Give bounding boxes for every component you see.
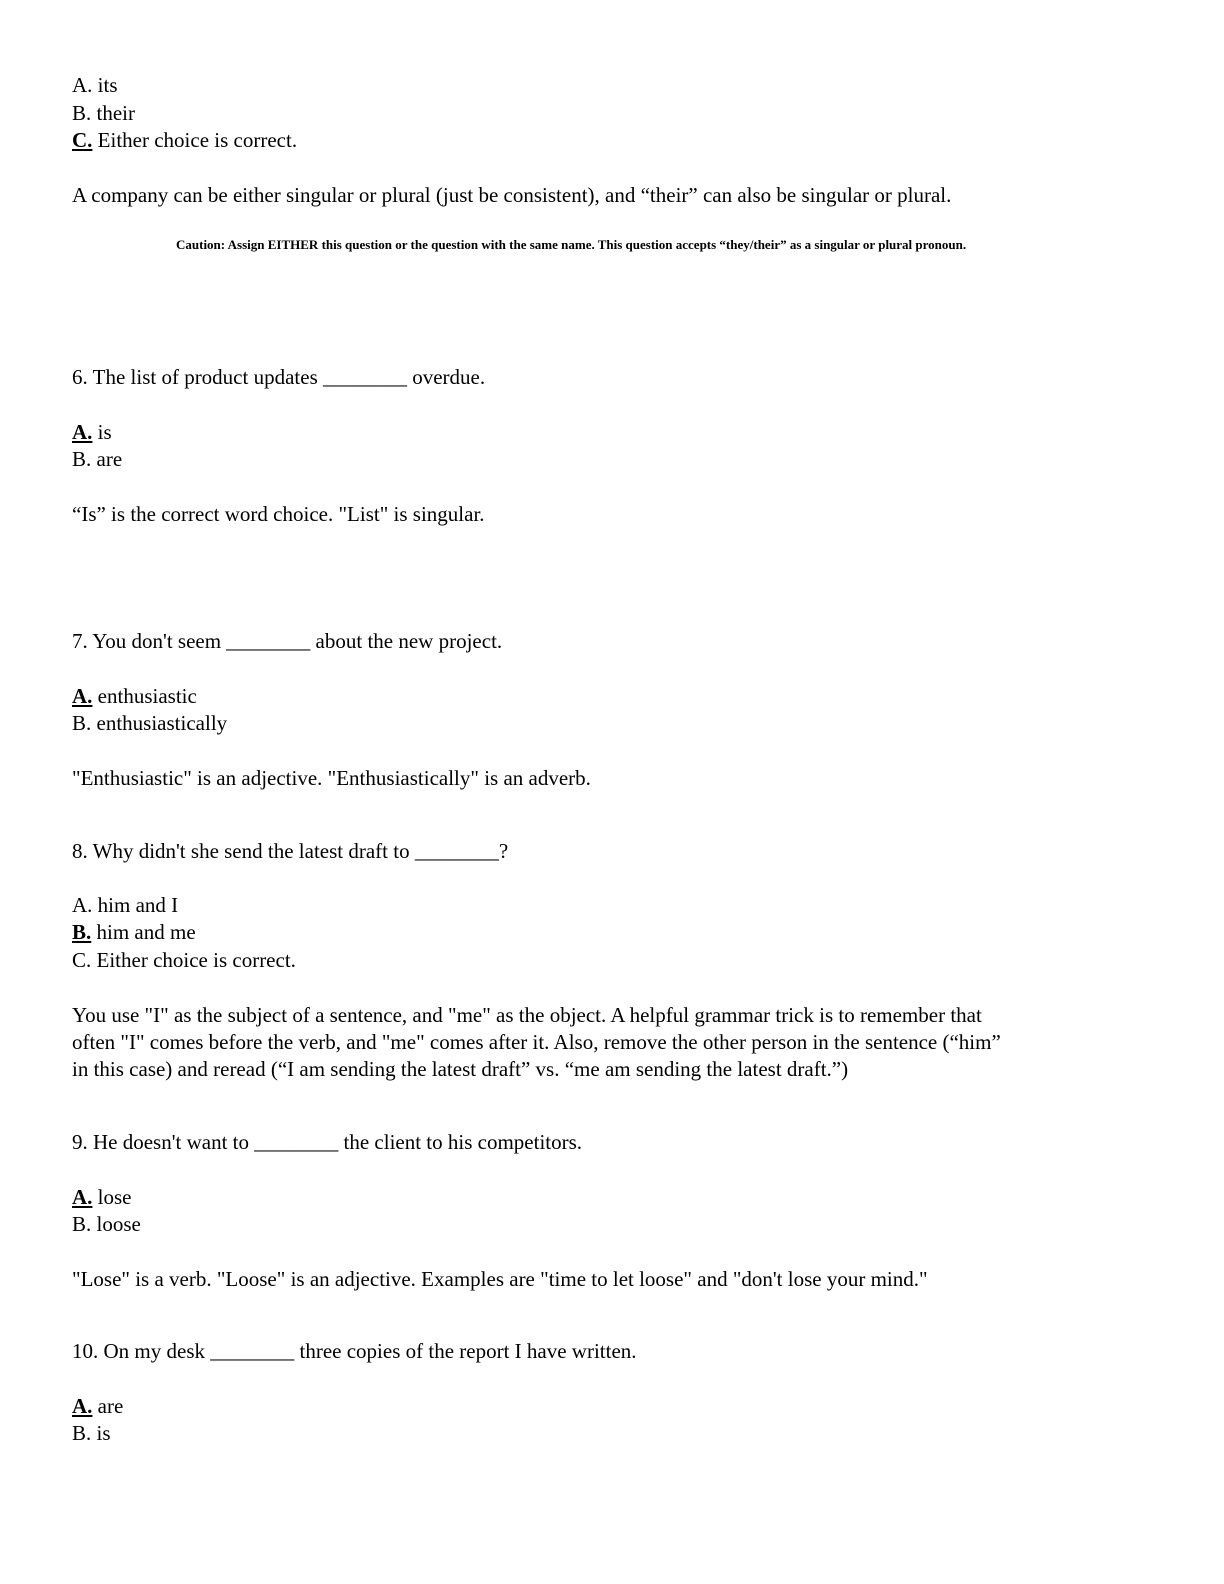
option-letter: B. <box>72 1421 92 1445</box>
q5-option-c <box>72 127 297 155</box>
q6-question: 6. The list of product updates ________ overdue. <box>72 365 486 389</box>
q6-explanation: “Is” is the correct word choice. "List" is singular. <box>72 502 485 526</box>
caution-note: Caution: Assign EITHER this question or the question with the same name. This question accepts “they/their” as a singular or plural pronoun. <box>176 237 967 252</box>
correct-answer-letter: B. <box>72 920 92 944</box>
option-text: is <box>91 1421 111 1445</box>
option-text: its <box>92 73 118 97</box>
q5-explanation: A company can be either singular or plural (just be consistent), and “their” can also be singular or plural. <box>72 183 952 207</box>
q10-option-b <box>72 1420 111 1448</box>
option-letter: C. <box>72 948 92 972</box>
option-text: enthusiastically <box>91 711 228 735</box>
correct-answer-letter: A. <box>72 1394 93 1418</box>
q8-question: 8. Why didn't she send the latest draft to ________? <box>72 839 509 863</box>
option-text: are <box>92 1394 124 1418</box>
q8-option-b <box>72 919 196 947</box>
q9-option-a <box>72 1184 132 1212</box>
option-text: Either choice is correct. <box>91 948 296 972</box>
option-text: their <box>91 101 135 125</box>
option-text: Either choice is correct. <box>92 128 298 152</box>
q7-option-b <box>72 710 227 738</box>
option-letter: B. <box>72 1212 92 1236</box>
q8-explanation-line: often "I" comes before the verb, and "me" comes after it. Also, remove the other person in the sentence (“him” <box>72 1030 1001 1054</box>
correct-answer-letter: A. <box>72 420 93 444</box>
option-text: enthusiastic <box>92 684 197 708</box>
correct-answer-letter: C. <box>72 128 93 152</box>
q5-option-b <box>72 100 135 128</box>
q10-question: 10. On my desk ________ three copies of the report I have written. <box>72 1339 637 1363</box>
q7-explanation: "Enthusiastic" is an adjective. "Enthusiastically" is an adverb. <box>72 766 591 790</box>
option-text: are <box>91 447 123 471</box>
option-letter: A. <box>72 893 93 917</box>
option-letter: B. <box>72 711 92 735</box>
correct-answer-letter: A. <box>72 1185 93 1209</box>
q9-question: 9. He doesn't want to ________ the client to his competitors. <box>72 1130 583 1154</box>
option-letter: B. <box>72 447 92 471</box>
option-text: is <box>92 420 112 444</box>
q8-option-c <box>72 947 296 975</box>
option-text: him and I <box>92 893 179 917</box>
option-text: lose <box>92 1185 132 1209</box>
q10-option-a <box>72 1393 123 1421</box>
q8-option-a <box>72 892 178 920</box>
correct-answer-letter: A. <box>72 684 93 708</box>
q8-explanation-line: You use "I" as the subject of a sentence, and "me" as the object. A helpful grammar trick is to remember that <box>72 1003 982 1027</box>
q9-option-b <box>72 1211 141 1239</box>
q6-option-a <box>72 419 112 447</box>
q7-option-a <box>72 683 197 711</box>
option-text: loose <box>91 1212 141 1236</box>
option-text: him and me <box>91 920 196 944</box>
option-letter: B. <box>72 101 92 125</box>
q5-option-a <box>72 72 118 100</box>
q8-explanation-line: in this case) and reread (“I am sending the latest draft” vs. “me am sending the latest draft.”) <box>72 1057 849 1081</box>
q7-question: 7. You don't seem ________ about the new project. <box>72 629 503 653</box>
q9-explanation: "Lose" is a verb. "Loose" is an adjective. Examples are "time to let loose" and "don't lose your mind." <box>72 1267 928 1291</box>
q6-option-b <box>72 446 122 474</box>
option-letter: A. <box>72 73 93 97</box>
